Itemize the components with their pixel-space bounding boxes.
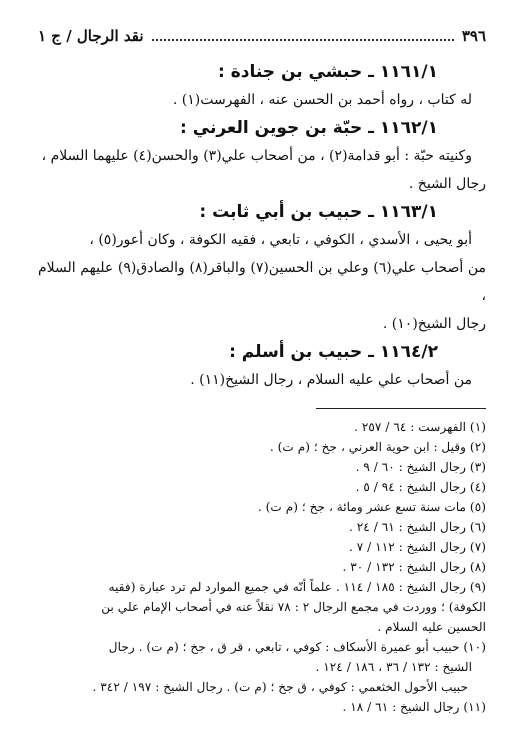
entry-text: رجال الشيخ(١٠) . bbox=[382, 316, 486, 332]
footnote-continuation: الكوفة) ؛ ووردت في مجمع الرجال ٢ : ٧٨ نقلاً عنه في أصحاب الإمام علي بن bbox=[101, 600, 486, 614]
footnote-continuation: الحسين عليه السلام . bbox=[377, 620, 486, 634]
entry-text: له كتاب ، رواه أحمد بن الحسن عنه ، الفهرست(١) . bbox=[172, 92, 472, 108]
entry-text: من أصحاب علي(٦) وعلي بن الحسين(٧) والباقر(٨) والصادق(٩) عليهم السلام ، bbox=[38, 260, 487, 304]
footnote: (١) الفهرست : ٦٤ / ٢٥٧ . bbox=[354, 420, 486, 434]
entry-title: ١١٦٢/١ ـ حبّة بن جوين العرني : bbox=[180, 118, 438, 138]
footnote-continuation: حبيب الأحول الخثعمي : كوفي ، ق جخ ؛ (م ت) . رجال الشيخ : ١٩٧ / ٣٤٢ . bbox=[92, 680, 468, 694]
footnote: (٢) وقيل : ابن حوية العرني ، جخ ؛ (م ت) . bbox=[269, 440, 486, 454]
footnote-continuation: الشيخ : ١٣٢ / ٣٦ ، ١٨٦ / ١٢٤ . bbox=[315, 660, 472, 674]
entry-title: ١١٦٤/٢ ـ حبيب بن أسلم : bbox=[229, 342, 438, 362]
footnote: (٧) رجال الشيخ : ١١٢ / ٧ . bbox=[349, 540, 486, 554]
footnotes bbox=[38, 417, 486, 717]
page-content bbox=[38, 58, 486, 717]
footnote: (٨) رجال الشيخ : ١٣٢ / ٣٠ . bbox=[342, 560, 486, 574]
page-number: ٣٩٦ bbox=[461, 27, 486, 45]
page-header bbox=[38, 26, 486, 46]
footnote: (٥) مات سنة تسع عشر ومائة ، جخ ؛ (م ت) . bbox=[257, 500, 486, 514]
entry-text: رجال الشيخ . bbox=[408, 176, 486, 192]
entry-title: ١١٦١/١ ـ حبشي بن جنادة : bbox=[217, 62, 438, 82]
entry-1161 bbox=[38, 60, 486, 114]
entry-text: وكنيته حبّة : أبو قدامة(٢) ، من أصحاب علي(٣) والحسن(٤) عليهما السلام ، bbox=[41, 148, 472, 164]
footnote: (٤) رجال الشيخ : ٩٤ / ٥ . bbox=[355, 480, 486, 494]
entry-1163 bbox=[38, 200, 486, 338]
entry-1162 bbox=[38, 116, 486, 198]
footnote-separator bbox=[316, 408, 486, 409]
entry-text: من أصحاب علي عليه السلام ، رجال الشيخ(١١) . bbox=[190, 372, 472, 388]
header-dotted-rule bbox=[152, 31, 454, 41]
footnote: (٩) رجال الشيخ : ١٨٥ / ١١٤ . علماً أنّه في جميع الموارد لم ترد عبارة (فقيه bbox=[108, 580, 486, 594]
footnote: (٣) رجال الشيخ : ٦٠ / ٩ . bbox=[355, 460, 486, 474]
footnote: (١٠) حبيب أبو عميرة الأسكاف : كوفي ، تابعي ، قر ق ، جخ ؛ (م ت) . رجال bbox=[108, 640, 486, 654]
entry-text: أبو يحيى ، الأسدي ، الكوفي ، تابعي ، فقيه الكوفة ، وكان أعور(٥) ، bbox=[89, 232, 472, 248]
footnote: (١١) رجال الشيخ : ٦١ / ١٨ . bbox=[342, 700, 486, 714]
entry-1164 bbox=[38, 340, 486, 394]
running-title: نقد الرجال / ج ١ bbox=[38, 27, 144, 45]
entry-title: ١١٦٣/١ ـ حبيب بن أبي ثابت : bbox=[199, 202, 438, 222]
footnote: (٦) رجال الشيخ : ٦١ / ٢٤ . bbox=[349, 520, 486, 534]
